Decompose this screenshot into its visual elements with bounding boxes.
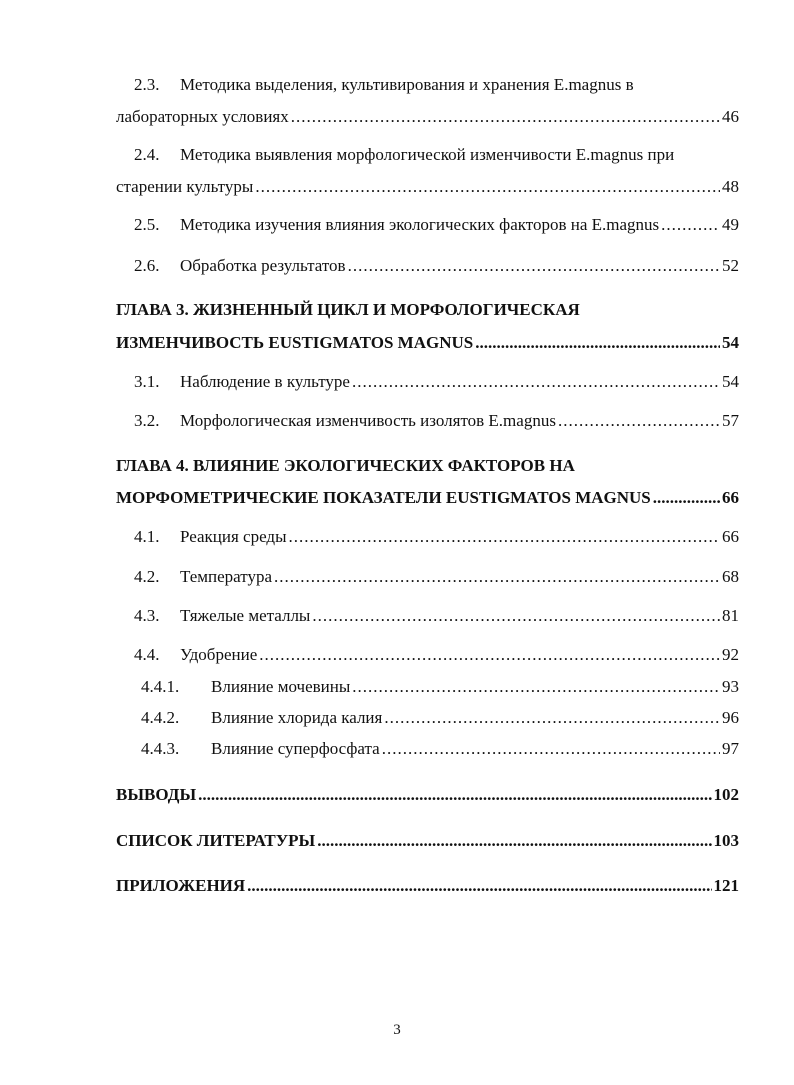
toc-entry-number: 4.3.	[134, 606, 160, 625]
toc-entry-page: 54	[722, 372, 739, 391]
dot-leader	[352, 372, 720, 392]
toc-entry-page: 57	[722, 411, 739, 430]
toc-chapter-title: ИЗМЕНЧИВОСТЬ EUSTIGMATOS MAGNUS	[116, 333, 474, 352]
toc-entry-number: 2.6.	[134, 256, 160, 275]
toc-entry-4-1	[116, 527, 739, 547]
toc-entry-2-5	[116, 215, 739, 235]
toc-entry-number: 3.1.	[134, 372, 160, 391]
toc-entry-2-3-cont	[116, 107, 739, 127]
toc-entry-title: Морфологическая изменчивость изолятов E.magnus	[180, 411, 556, 430]
dot-leader	[255, 177, 720, 197]
dot-leader	[289, 527, 721, 547]
toc-entry-title: Реакция среды	[180, 527, 287, 546]
toc-appendices	[116, 876, 739, 896]
toc-entry-2-3	[116, 75, 739, 95]
toc-entry-4-4-3	[141, 739, 739, 759]
toc-entry-2-6	[116, 256, 739, 276]
toc-entry-number: 2.4.	[134, 145, 160, 164]
toc-entry-3-2	[116, 411, 739, 431]
toc-entry-page: 121	[713, 876, 739, 895]
dot-leader	[558, 411, 720, 431]
dot-leader	[198, 785, 711, 805]
toc-references	[116, 831, 739, 851]
dot-leader	[274, 567, 720, 587]
dot-leader	[475, 333, 720, 353]
toc-entry-4-4-2	[141, 708, 739, 728]
toc-entry-page: 97	[722, 739, 739, 758]
toc-entry-title: Удобрение	[180, 645, 258, 664]
toc-entry-number: 4.4.2.	[141, 708, 180, 727]
toc-chapter-title: ПРИЛОЖЕНИЯ	[116, 876, 246, 895]
dot-leader	[291, 107, 720, 127]
toc-entry-page: 68	[722, 567, 739, 586]
page-number: 3	[393, 1022, 401, 1038]
toc-entry-4-3	[116, 606, 739, 626]
toc-entry-title: Влияние суперфосфата	[211, 739, 380, 758]
toc-entry-page: 102	[713, 785, 739, 804]
dot-leader	[352, 677, 720, 697]
toc-entry-title: Тяжелые металлы	[180, 606, 311, 625]
toc-entry-title: Методика выявления морфологической изменчивости E.magnus при	[180, 145, 675, 164]
toc-entry-title: Обработка результатов	[180, 256, 346, 275]
toc-entry-title: Методика изучения влияния экологических факторов на E.magnus	[180, 215, 660, 234]
dot-leader	[247, 876, 711, 896]
toc-entry-number: 4.4.3.	[141, 739, 180, 758]
toc-chapter-title: МОРФОМЕТРИЧЕСКИЕ ПОКАЗАТЕЛИ EUSTIGMATOS MAGNUS	[116, 488, 651, 507]
toc-entry-title: старении культуры	[116, 177, 254, 196]
toc-entry-page: 66	[722, 488, 739, 507]
toc-chapter-title: СПИСОК ЛИТЕРАТУРЫ	[116, 831, 316, 850]
toc-entry-page: 52	[722, 256, 739, 275]
toc-entry-page: 46	[722, 107, 739, 126]
toc-entry-2-4	[116, 145, 739, 165]
dot-leader	[312, 606, 720, 626]
toc-entry-number: 4.4.1.	[141, 677, 180, 696]
toc-entry-page: 103	[713, 831, 739, 850]
toc-entry-page: 92	[722, 645, 739, 664]
toc-chapter-title: ВЫВОДЫ	[116, 785, 197, 804]
toc-entry-page: 48	[722, 177, 739, 196]
toc-entry-page: 93	[722, 677, 739, 696]
toc-entry-number: 2.5.	[134, 215, 160, 234]
toc-entry-page: 49	[722, 215, 739, 234]
toc-entry-4-2	[116, 567, 739, 587]
toc-entry-number: 3.2.	[134, 411, 160, 430]
toc-chapter-4	[116, 456, 739, 476]
toc-entry-number: 2.3.	[134, 75, 160, 94]
toc-conclusions	[116, 785, 739, 805]
toc-entry-page: 81	[722, 606, 739, 625]
toc-entry-title: Методика выделения, культивирования и хранения E.magnus в	[180, 75, 634, 94]
dot-leader	[348, 256, 720, 276]
toc-chapter-4-cont	[116, 488, 739, 508]
toc-entry-title: Влияние хлорида калия	[211, 708, 383, 727]
toc-entry-4-4	[116, 645, 739, 665]
toc-entry-page: 54	[722, 333, 739, 352]
dot-leader	[317, 831, 711, 851]
dot-leader	[384, 708, 720, 728]
toc-entry-page: 66	[722, 527, 739, 546]
toc-entry-title: Влияние мочевины	[211, 677, 351, 696]
toc-entry-3-1	[116, 372, 739, 392]
toc-entry-page: 96	[722, 708, 739, 727]
toc-chapter-title: ГЛАВА 4. ВЛИЯНИЕ ЭКОЛОГИЧЕСКИХ ФАКТОРОВ НА	[116, 456, 575, 475]
toc-entry-number: 4.4.	[134, 645, 160, 664]
dot-leader	[382, 739, 720, 759]
dot-leader	[661, 215, 720, 235]
toc-entry-number: 4.2.	[134, 567, 160, 586]
toc-chapter-3-cont	[116, 333, 739, 353]
toc-entry-title: Наблюдение в культуре	[180, 372, 350, 391]
dot-leader	[653, 488, 720, 508]
toc-entry-4-4-1	[141, 677, 739, 697]
toc-entry-number: 4.1.	[134, 527, 160, 546]
toc-entry-title: лабораторных условиях	[116, 107, 289, 126]
toc-chapter-3	[116, 300, 739, 320]
toc-entry-title: Температура	[180, 567, 273, 586]
dot-leader	[259, 645, 720, 665]
toc-entry-2-4-cont	[116, 177, 739, 197]
toc-chapter-title: ГЛАВА 3. ЖИЗНЕННЫЙ ЦИКЛ И МОРФОЛОГИЧЕСКАЯ	[116, 300, 580, 319]
